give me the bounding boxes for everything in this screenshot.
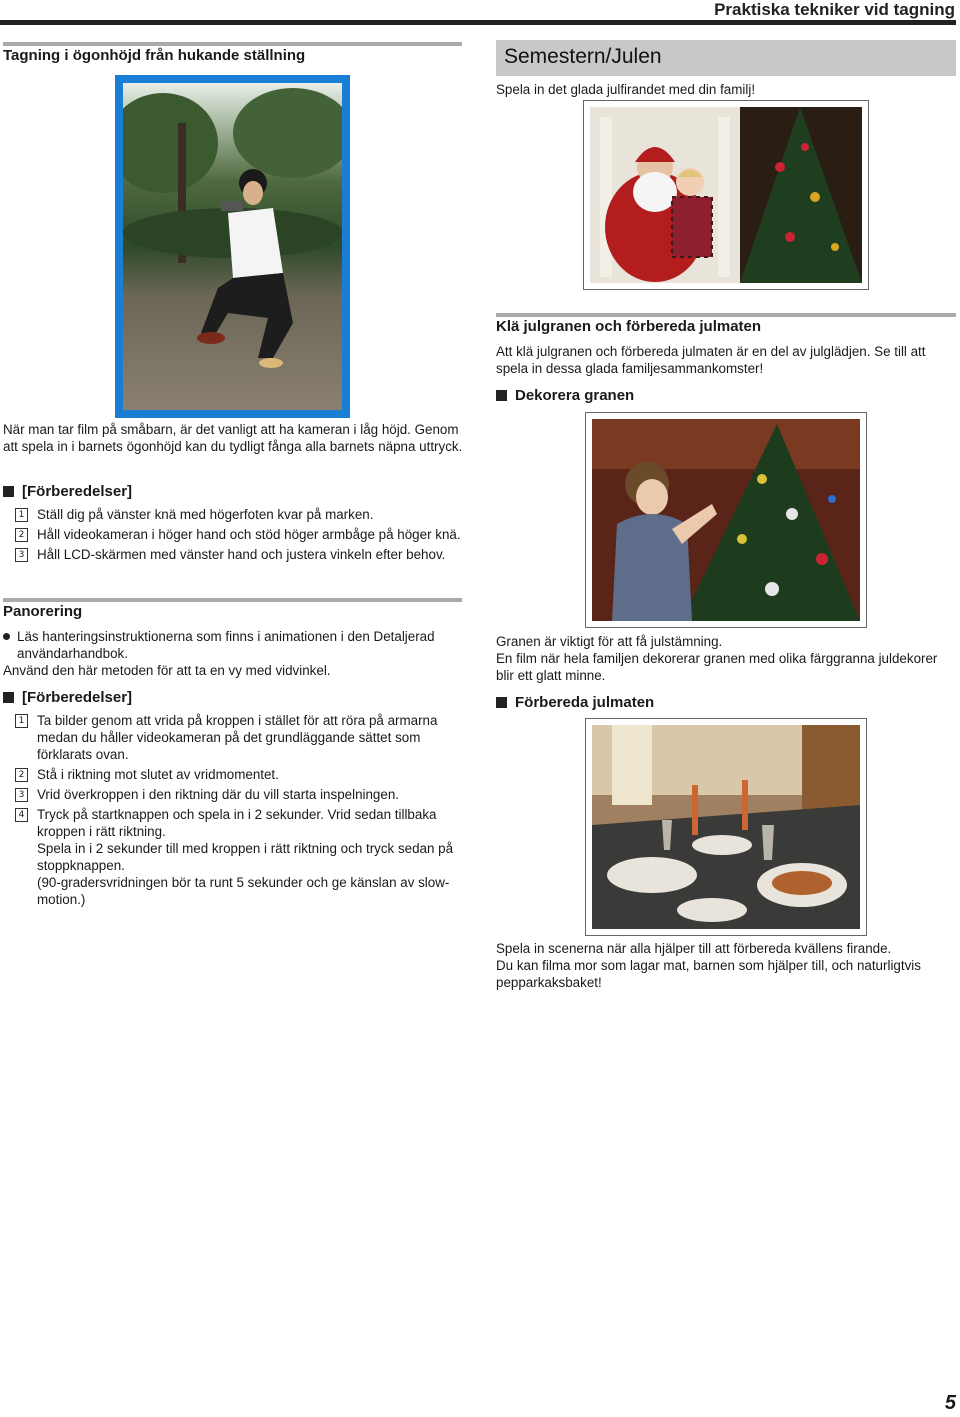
banner-holiday <box>496 40 956 76</box>
photo-decorating-tree <box>585 412 867 628</box>
header-rule <box>0 20 956 25</box>
section-title-christmas-tree: Klä julgranen och förbereda julmaten <box>496 318 762 335</box>
photo-santa <box>583 100 869 290</box>
subheading-decorate-tree: Dekorera granen <box>496 387 634 404</box>
subheading-prepare-food: Förbereda julmaten <box>496 694 654 711</box>
square-bullet-icon <box>496 697 507 708</box>
step-item: 1 Ställ dig på vänster knä med högerfoten kvar på marken. <box>15 506 465 523</box>
dinner-table-illustration <box>592 725 860 929</box>
kneeling-man-illustration <box>123 83 342 410</box>
prep-heading-1: [Förberedelser] <box>3 483 132 500</box>
step-item: 4 Tryck på startknappen och spela in i 2 sekunder. Vrid sedan tillbaka kroppen i rätt riktning. Spela in i 2 sekunder till med kroppen i rätt riktning och tryck sedan på stoppknappen. (90-gradersvridningen bör ta runt 5 sekunder och ge känslan av slow-motion.) <box>15 806 465 908</box>
tree-decorating-illustration <box>592 419 860 621</box>
decorate-tree-caption: Granen är viktigt för att få julstämning. En film när hela familjen dekorerar granen med olika färggranna juldekorer blir ett glatt minne. <box>496 634 938 683</box>
panning-bullet: Läs hanteringsinstruktionerna som finns i animationen i den Detaljerad användarhandbok. Använd den här metoden för att ta en vy med vidvinkel. <box>3 628 463 679</box>
square-bullet-icon <box>3 486 14 497</box>
square-bullet-icon <box>3 692 14 703</box>
photo-christmas-dinner <box>585 718 867 936</box>
page-header-title: Praktiska tekniker vid tagning <box>714 0 955 19</box>
section-rule <box>496 313 956 317</box>
christmas-section-paragraph: Att klä julgranen och förbereda julmaten är en del av julglädjen. Se till att spela in dessa glada familjesammankomster! <box>496 344 926 376</box>
banner-title: Semestern/Julen <box>504 45 662 68</box>
section-rule <box>3 598 462 602</box>
page-number: 5 <box>944 1392 956 1414</box>
photo-kneeling-man <box>115 75 350 418</box>
prepare-food-caption: Spela in scenerna när alla hjälper till att förbereda kvällens firande. Du kan filma mor som lagar mat, barnen som hjälper till, och naturligtvis pepparkaksbaket! <box>496 941 921 990</box>
step-item: 1 Ta bilder genom att vrida på kroppen i stället för att röra på armarna medan du håller videokameran på det grundläggande sättet som förklarats ovan. <box>15 712 465 763</box>
panning-line: Använd den här metoden för att ta en vy med vidvinkel. <box>3 663 331 678</box>
bullet-dot-icon <box>3 633 10 640</box>
step-item: 3 Håll LCD-skärmen med vänster hand och justera vinkeln efter behov. <box>15 546 465 563</box>
square-bullet-icon <box>496 390 507 401</box>
section-title-panning: Panorering <box>3 603 83 620</box>
section1-paragraph: När man tar film på småbarn, är det vanligt att ha kameran i låg höjd. Genom att spela in i barnets ögonhöjd kan du tydligt fånga alla barnets näpna uttryck. <box>3 422 463 454</box>
steps-list-1 <box>15 506 465 566</box>
section-rule <box>3 42 462 46</box>
step-item: 2 Stå i riktning mot slutet av vridmomentet. <box>15 766 465 783</box>
step-item: 3 Vrid överkroppen i den riktning där du vill starta inspelningen. <box>15 786 465 803</box>
section-title-eye-level: Tagning i ögonhöjd från hukande ställning <box>3 47 306 64</box>
holiday-intro: Spela in det glada julfirandet med din familj! <box>496 82 756 97</box>
step-item: 2 Håll videokameran i höger hand och stöd höger armbåge på höger knä. <box>15 526 465 543</box>
prep-heading-2: [Förberedelser] <box>3 689 132 706</box>
steps-list-2 <box>15 712 465 911</box>
santa-illustration <box>590 107 862 283</box>
